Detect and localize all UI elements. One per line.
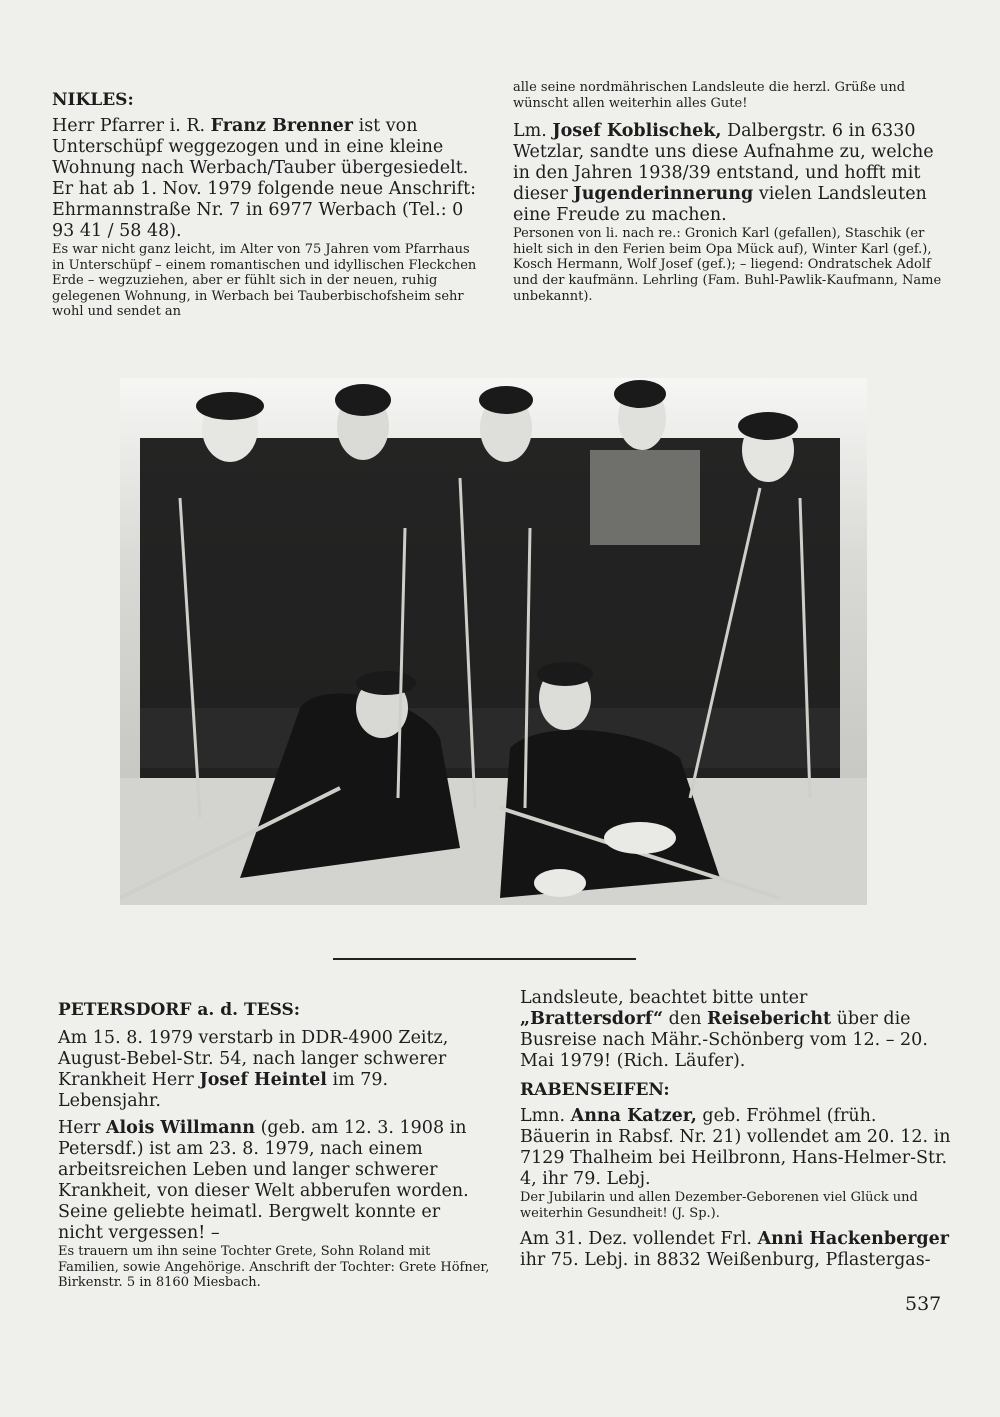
text: Lm.	[513, 121, 553, 142]
text: im 79. Lebensjahr.	[58, 1070, 389, 1111]
text: vielen Landsleuten eine Freude zu machen.	[513, 184, 927, 226]
photo-caption: Personen von li. nach re.: Gronich Karl (gefallen), Staschik (er hielt sich in den Ferien beim Opa Mück auf), Winter Karl (gef.), Kosch Hermann, Wolf Josef (gef.); – liegend: Ondratschek Adolf und der kaufmänn. Lehrling (Fam. Buhl-Pawlik-Kaufmann, Name unbekannt).	[513, 226, 942, 304]
paragraph	[52, 116, 484, 242]
paragraph	[513, 121, 949, 226]
article-rabenseifen	[520, 988, 952, 1271]
paragraph-small: Es trauern um ihn seine Tochter Grete, Sohn Roland mit Familien, sowie Angehörige. Anschrift der Tochter: Grete Höfner, Birkenstr. 5 in 8160 Miesbach.	[58, 1244, 490, 1291]
text: den	[663, 1009, 708, 1029]
section-heading-rabenseifen: RABENSEIFEN:	[520, 1080, 670, 1100]
section-heading-petersdorf: PETERSDORF a. d. TESS:	[58, 1000, 301, 1020]
article-photo-caption	[513, 80, 949, 304]
text: ihr 75. Lebj. in 8832 Weißenburg, Pflastergas-	[520, 1250, 931, 1271]
name-bold: Anni Hackenberger	[757, 1229, 950, 1250]
place-bold: „Brattersdorf“	[520, 1009, 664, 1029]
term-bold: Reisebericht	[707, 1009, 832, 1029]
name-bold: Josef Heintel	[199, 1070, 327, 1090]
text: Am 31. Dez. vollendet Frl.	[520, 1229, 758, 1250]
paragraph	[520, 1106, 952, 1190]
text: ist von Unterschüpf weggezogen und in eine kleine Wohnung nach Werbach/Tauber übergesiedelt. Er hat ab 1. Nov. 1979 folgende neue Anschrift: Ehrmannstraße Nr. 7 in 6977 Werbach (Tel.: 0 93 41 / 58 48).	[52, 116, 477, 241]
page-number: 537	[905, 1293, 942, 1315]
paragraph-small: alle seine nordmährischen Landsleute die herzl. Grüße und wünscht allen weiterhin alles Gute!	[513, 80, 906, 111]
paragraph	[520, 988, 952, 1072]
article-nikles	[52, 90, 484, 320]
text: Herr	[58, 1118, 106, 1138]
article-petersdorf	[58, 1000, 490, 1291]
paragraph-small: Es war nicht ganz leicht, im Alter von 75 Jahren vom Pfarrhaus in Unterschüpf – einem romantischen und idyllischen Fleckchen Erde – wegzuziehen, aber er fühlt sich in der neuen, ruhig gelegenen Wohnung, in Werbach bei Tauberbischofsheim sehr wohl und sendet an	[52, 242, 477, 320]
paragraph	[520, 1229, 952, 1271]
text: Landsleute, beachtet bitte unter	[520, 988, 808, 1008]
paragraph	[58, 1118, 490, 1244]
name-bold: Franz Brenner	[210, 116, 354, 136]
text: Lmn.	[520, 1106, 571, 1126]
divider-rule	[333, 958, 636, 960]
paragraph-small: Der Jubilarin und allen Dezember-Geborenen viel Glück und weiterhin Gesundheit! (J. Sp.).	[520, 1190, 918, 1221]
paragraph	[58, 1028, 490, 1112]
text: über die Busreise nach Mähr.-Schönberg vom 12. – 20. Mai 1979! (Rich. Läufer).	[520, 1009, 928, 1071]
term-bold: Jugenderinnerung	[573, 184, 754, 205]
text: geb. Fröhmel (früh. Bäuerin in Rabsf. Nr. 21) vollendet am 20. 12. in 7129 Thalheim bei Heilbronn, Hans-Helmer-Str. 4, ihr 79. Lebj.	[520, 1106, 951, 1189]
name-bold: Josef Koblischek,	[552, 121, 722, 142]
text: (geb. am 12. 3. 1908 in Petersdf.) ist am 23. 8. 1979, nach einem arbeitsreichen Leben und langer schwerer Krankheit, von dieser Welt abberufen worden. Seine geliebte heimatl. Bergwelt konnte er nicht vergessen! –	[58, 1118, 469, 1243]
name-bold: Anna Katzer,	[570, 1106, 697, 1126]
name-bold: Alois Willmann	[105, 1118, 256, 1138]
ski-group-photo-illustration	[120, 378, 867, 905]
text: Am 15. 8. 1979 verstarb in DDR-4900 Zeitz, August-Bebel-Str. 54, nach langer schwerer Krankheit Herr	[58, 1028, 449, 1090]
group-photo	[120, 378, 867, 905]
section-heading-nikles: NIKLES:	[52, 90, 134, 110]
text: Herr Pfarrer i. R.	[52, 116, 211, 136]
text: Dalbergstr. 6 in 6330 Wetzlar, sandte uns diese Aufnahme zu, welche in den Jahren 1938/39 entstand, und hofft mit dieser	[513, 121, 934, 205]
